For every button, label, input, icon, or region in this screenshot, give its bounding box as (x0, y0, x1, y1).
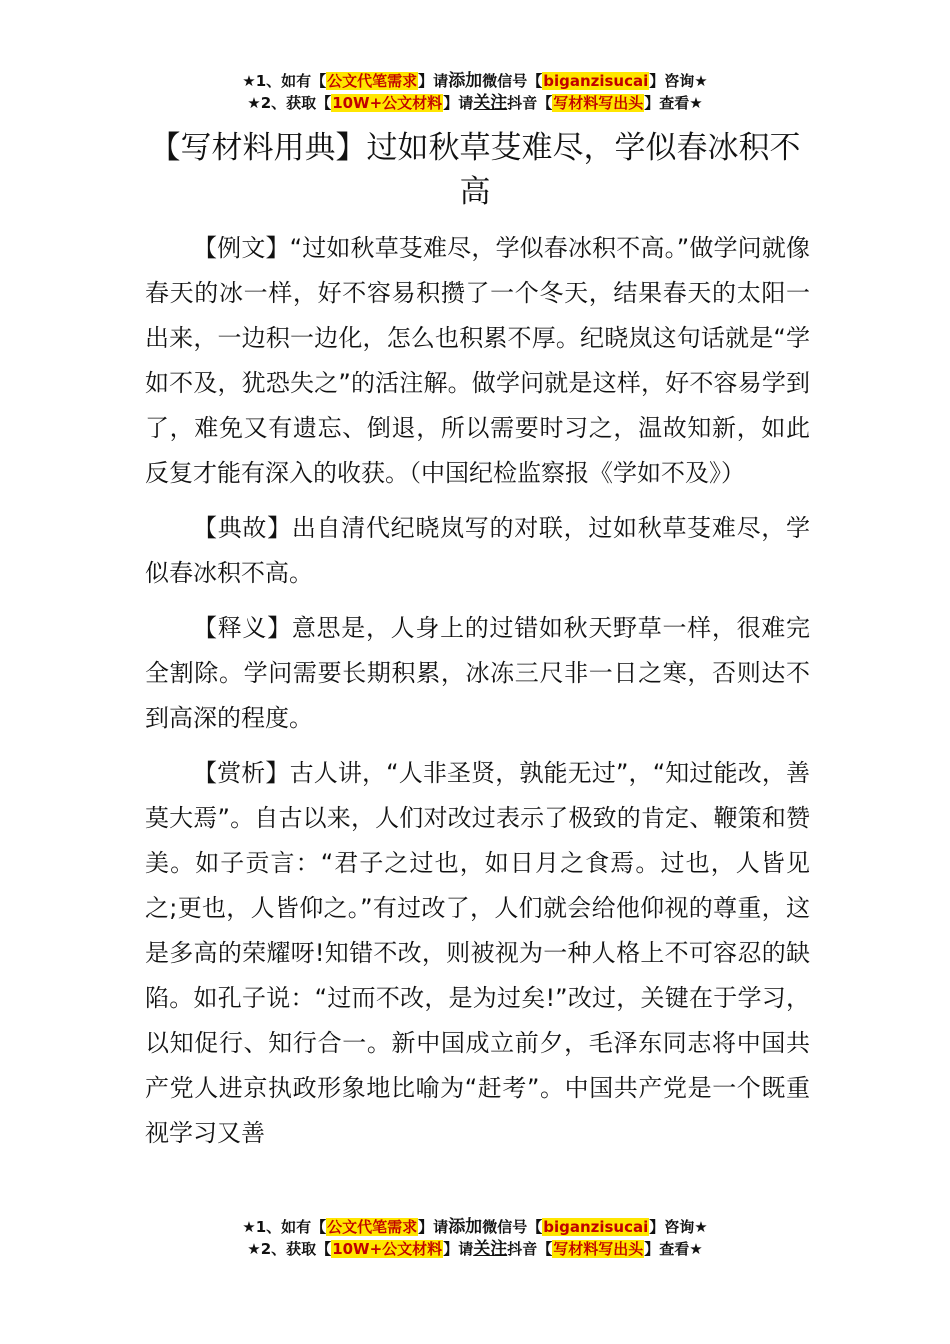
document-title: 【写材料用典】过如秋草芟难尽，学似春冰积不高 (149, 130, 801, 210)
header-banner (0, 70, 950, 114)
banner-line-1: ★1、如有【公文代笔需求】请添加微信号【biganzisucai】咨询★ (242, 71, 708, 91)
banner-douyin-id: 写材料写出头 (553, 94, 644, 112)
banner-line-2: ★2、获取【10W+公文材料】请关注抖音【写材料写出头】查看★ (247, 1239, 703, 1259)
banner-douyin-id: 写材料写出头 (553, 1240, 644, 1258)
paragraph-example: 【例文】“过如秋草芟难尽，学似春冰积不高。”做学问就像春天的冰一样，好不容易积攒了一个冬天，结果春天的太阳一出来，一边积一边化，怎么也积累不厚。纪晓岚这句话就是“学如不及，犹恐失之”的活注解。做学问就是这样，好不容易学到了，难免又有遗忘、倒退，所以需要时习之，温故知新，如此反复才能有深入的收获。（中国纪检监察报《学如不及》） (145, 234, 810, 487)
banner-highlight: 公文代笔需求 (327, 72, 418, 90)
banner-highlight: 10W+公文材料 (332, 1240, 443, 1258)
paragraph-meaning: 【释义】意思是，人身上的过错如秋天野草一样，很难完全割除。学问需要长期积累，冰冻三尺非一日之寒，否则达不到高深的程度。 (145, 614, 810, 732)
banner-wechat-id: biganzisucai (543, 72, 649, 90)
footer-banner (0, 1216, 950, 1260)
banner-highlight: 公文代笔需求 (327, 1218, 418, 1236)
banner-line-2: ★2、获取【10W+公文材料】请关注抖音【写材料写出头】查看★ (247, 93, 703, 113)
banner-highlight: 10W+公文材料 (332, 94, 443, 112)
banner-line-1: ★1、如有【公文代笔需求】请添加微信号【biganzisucai】咨询★ (242, 1217, 708, 1237)
document-body (145, 226, 810, 1166)
paragraph-allusion: 【典故】出自清代纪晓岚写的对联，过如秋草芟难尽，学似春冰积不高。 (145, 514, 810, 587)
paragraph-appreciation: 【赏析】古人讲，“人非圣贤，孰能无过”，“知过能改，善莫大焉”。自古以来，人们对改过表示了极致的肯定、鞭策和赞美。如子贡言：“君子之过也，如日月之食焉。过也，人皆见之;更也，人皆仰之。”有过改了，人们就会给他仰视的尊重，这是多高的荣耀呀!知错不改，则被视为一种人格上不可容忍的缺陷。如孔子说：“过而不改，是为过矣!”改过，关键在于学习，以知促行、知行合一。新中国成立前夕，毛泽东同志将中国共产党人进京执政形象地比喻为“赶考”。中国共产党是一个既重视学习又善 (145, 759, 810, 1147)
banner-wechat-id: biganzisucai (543, 1218, 649, 1236)
